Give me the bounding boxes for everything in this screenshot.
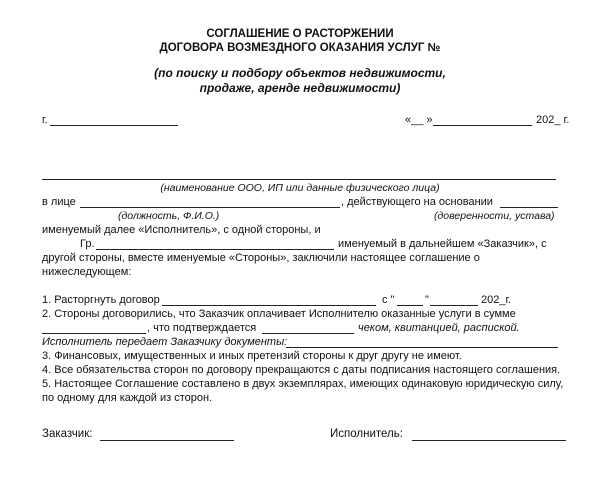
contract-number-blank (162, 305, 376, 306)
clause-5-line-1: 5. Настоящее Соглашение составлено в двух экземплярах, имеющих одинаковую юридическую силу, (42, 378, 564, 390)
subtitle-line-2: продаже, аренде недвижимости) (199, 81, 401, 95)
clause-3: 3. Финансовых, имущественных и иных претензий стороны к друг другу не имеют. (42, 350, 462, 362)
customer-line: именуемый в дальнейшем «Заказчик», с (338, 238, 547, 250)
citizen-prefix: Гр. (80, 238, 95, 250)
other-side-line: другой стороны, вместе именуемые «Стороны», заключили настоящее соглашение о (42, 252, 480, 264)
executor-signature-blank (412, 440, 566, 441)
customer-signature-blank (100, 440, 234, 441)
acting-basis-label: , действующего на основании (341, 196, 493, 208)
amount-blank (42, 333, 146, 334)
power-hint: (доверенности, устава) (434, 210, 555, 222)
clause-2-docs: чеком, квитанцией, распиской. (358, 322, 520, 334)
clause-5-line-2: по одному для каждой из сторон. (42, 392, 213, 404)
organization-hint: (наименование ООО, ИП или данные физического лица) (160, 182, 440, 194)
clause-1-quote: " (425, 294, 429, 306)
clause-1-prefix: 1. Расторгнуть договор (42, 294, 160, 306)
clause-2-line-1: 2. Стороны договорились, что Заказчик оплачивает Исполнителю оказанные услуги в сумме (42, 308, 516, 320)
clause-1-from: с " (382, 294, 395, 306)
city-prefix: г. (42, 114, 48, 126)
date-day: «__ » (405, 114, 433, 126)
customer-name-blank (96, 249, 334, 250)
title-line-1: СОГЛАШЕНИЕ О РАСТОРЖЕНИИ (206, 28, 394, 40)
confirm-doc-blank (262, 333, 354, 334)
clause-1-month-blank (430, 305, 478, 306)
clause-4: 4. Все обязательства сторон по договору прекращаются с даты подписания настоящего соглашения. (42, 364, 561, 376)
clause-1-day-blank (397, 305, 423, 306)
executor-signature-label: Исполнитель: (330, 428, 403, 440)
clause-2-handover: Исполнитель передает Заказчику документы: (42, 336, 288, 348)
clause-2-confirm: , что подтверждается (147, 322, 257, 334)
documents-blank (286, 347, 558, 348)
organization-blank (42, 179, 556, 180)
representative-blank (80, 207, 340, 208)
in-person-label: в лице (42, 196, 76, 208)
title-line-2: ДОГОВОРА ВОЗМЕЗДНОГО ОКАЗАНИЯ УСЛУГ № (159, 42, 441, 54)
executor-line: именуемый далее «Исполнитель», с одной стороны, и (42, 224, 321, 236)
subtitle-line-1: (по поиску и подбору объектов недвижимости, (154, 66, 446, 80)
position-hint: (должность, Ф.И.О.) (118, 210, 220, 222)
date-year: 202_ г. (536, 114, 570, 126)
date-month-blank (433, 125, 532, 126)
city-blank (50, 125, 178, 126)
customer-signature-label: Заказчик: (42, 428, 93, 440)
following-line: нижеследующем: (42, 266, 132, 278)
basis-blank (500, 207, 558, 208)
clause-1-year: 202_г. (481, 294, 512, 306)
